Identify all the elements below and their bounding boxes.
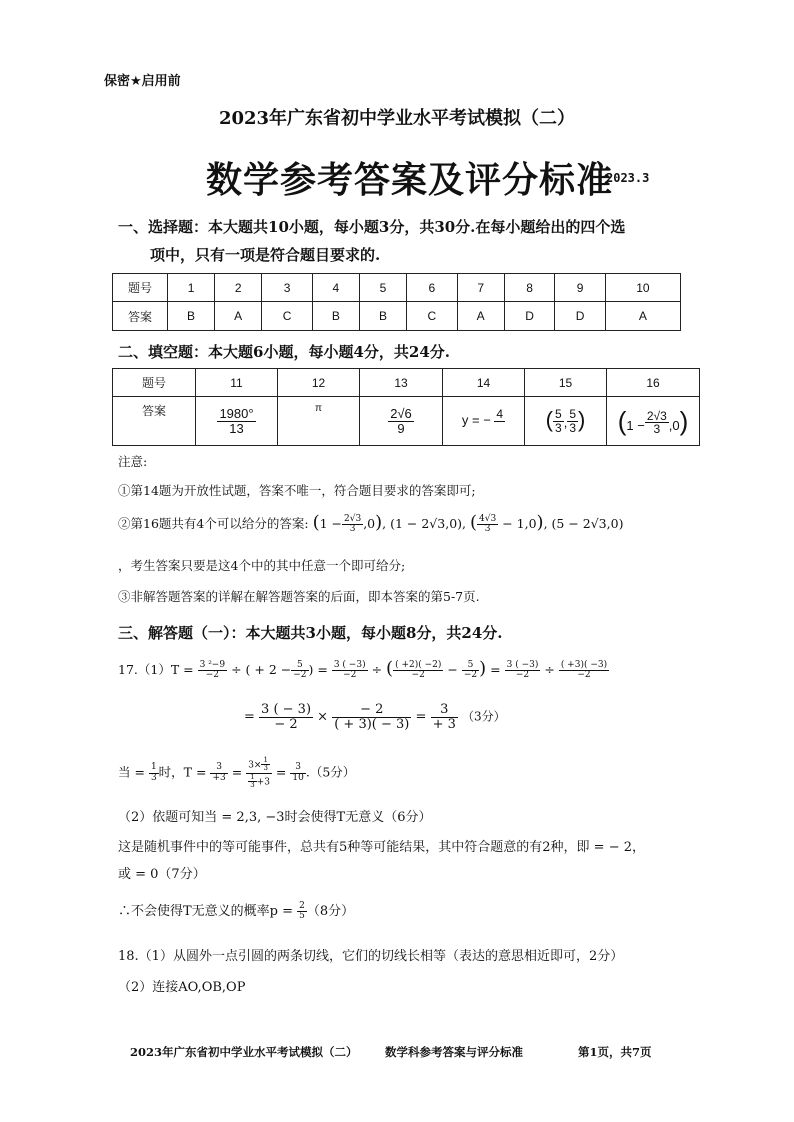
- operator: =: [275, 764, 287, 780]
- exam-subtitle: 2023年广东省初中学业水平考试模拟（二）: [218, 108, 576, 129]
- note-2: ②第16题共有4个可以给分的答案: (1 − $\frac{2√3}{3}$ ,0), (1 − 2√3,0), ( $\frac{4√3}{3}$ − 1,0), (5 − 2√3,0): [118, 512, 624, 534]
- denominator: 3: [150, 772, 157, 783]
- denominator: −2: [515, 670, 530, 680]
- denominator: −2: [411, 670, 425, 680]
- operator: ÷: [371, 662, 383, 677]
- answer-cell: A: [215, 302, 262, 331]
- operator: ×: [317, 709, 329, 725]
- choice-number-row: [113, 274, 681, 302]
- q17-line3: [118, 757, 355, 789]
- answer-cell: B: [359, 302, 406, 331]
- numerator: 1: [250, 772, 255, 781]
- q17-probability: [118, 900, 354, 921]
- section1-heading-line2: 项中，只有一项是符合题目要求的.: [150, 246, 381, 264]
- numerator: 1: [150, 762, 157, 773]
- answer-cell: A: [605, 302, 680, 331]
- denominator: −2: [463, 670, 478, 680]
- expression: 时，T =: [158, 764, 207, 780]
- denominator: 3: [555, 421, 562, 436]
- close-paren: ): [479, 658, 487, 679]
- number-cell: 10: [605, 274, 680, 302]
- denominator: −2: [343, 670, 357, 680]
- denominator: 3: [263, 764, 268, 773]
- number-cell: 3: [262, 274, 313, 302]
- number-cell: 4: [312, 274, 359, 302]
- q18-part1: 18.（1）从圆外一点引圆的两条切线，它们的切线长相等（表达的意思相近即可，2分）: [118, 949, 624, 964]
- q18-part2: （2）连接AO,OB,OP: [118, 980, 246, 995]
- numerator: 1980°: [219, 405, 254, 421]
- numerator: ( +2)( −2): [395, 659, 442, 670]
- operator: =: [317, 662, 328, 677]
- date-label: 2023.3: [606, 171, 650, 185]
- numerator: 2: [299, 900, 305, 911]
- numerator: 3 ( −3): [506, 659, 539, 670]
- number-cell: 6: [407, 274, 458, 302]
- numerator: 1: [263, 756, 268, 764]
- number-cell: 14: [443, 369, 525, 397]
- denominator: + 3: [432, 716, 456, 732]
- header-cell: 答案: [113, 397, 196, 446]
- number-cell: 15: [525, 369, 607, 397]
- header-cell: 题号: [113, 274, 168, 302]
- numerator: 2√6: [390, 405, 412, 421]
- numerator: 5: [462, 661, 479, 671]
- q17-part2: （2）依题可知当 = 2,3, −3时会使得T无意义（6分）: [118, 810, 432, 825]
- expression: y = −: [461, 412, 491, 428]
- q17-part2-explanation-cont: 或 = 0（7分）: [118, 867, 206, 882]
- denominator: 3: [653, 422, 661, 437]
- confidential-label: 保密★启用前: [104, 74, 181, 89]
- open-paren: (: [470, 512, 478, 533]
- choice-answer-table: [112, 273, 681, 331]
- number-cell: 5: [359, 274, 406, 302]
- answer-cell: C: [262, 302, 313, 331]
- operator: =: [490, 662, 501, 677]
- number-cell: 13: [360, 369, 443, 397]
- denominator: 9: [397, 420, 405, 436]
- fill-answer-table: [112, 368, 700, 446]
- numerator: 2√3: [344, 513, 362, 524]
- number-cell: 8: [504, 274, 555, 302]
- expression: 1 −: [626, 417, 645, 433]
- answer-16: [607, 397, 700, 446]
- answer-12: π: [278, 397, 360, 446]
- comma: ,: [563, 415, 568, 431]
- numerator: [246, 757, 272, 774]
- answer-cell: A: [457, 302, 504, 331]
- note-3: ③非解答题答案的详解在解答题答案的后面，即本答案的第5-7页.: [118, 589, 480, 604]
- fill-answer-row: [113, 397, 700, 446]
- score: （3分）: [462, 709, 506, 724]
- q17-line2: [244, 703, 506, 731]
- answer-cell: D: [555, 302, 606, 331]
- score: .（5分）: [305, 764, 356, 780]
- answer-cell: B: [312, 302, 359, 331]
- denominator: −2: [205, 670, 219, 680]
- footer-exam-name: 2023年广东省初中学业水平考试模拟（二）: [130, 1045, 358, 1059]
- numerator: 3: [431, 703, 458, 718]
- denominator: − 2: [274, 716, 298, 732]
- numerator: 5: [291, 661, 308, 671]
- denominator: 3: [569, 421, 576, 436]
- number-cell: 1: [168, 274, 215, 302]
- header-cell: 答案: [113, 302, 168, 331]
- note-1: ①第14题为开放性试题，答案不唯一，符合题目要求的答案即可;: [118, 483, 476, 498]
- page-title: 数学参考答案及评分标准: [206, 159, 614, 201]
- numerator: 2√3: [646, 408, 667, 423]
- note-2-text: ②第16题共有4个可以给分的答案:: [118, 516, 309, 531]
- numerator: 5: [555, 407, 562, 422]
- expression: ( + 2 −: [245, 662, 292, 677]
- number-cell: 9: [555, 274, 606, 302]
- number-cell: 2: [215, 274, 262, 302]
- answer-13: [360, 397, 443, 446]
- answer-11: [196, 397, 278, 446]
- q17-label: 17.（1）T =: [118, 662, 194, 677]
- score: （8分）: [306, 904, 355, 919]
- close-paren: ): [536, 512, 544, 533]
- operator: =: [415, 709, 427, 725]
- denominator: [246, 774, 272, 790]
- section2-heading: 二、填空题：本大题6小题，每小题4分，共24分.: [118, 343, 450, 361]
- open-paren: (: [617, 405, 627, 436]
- section3-heading: 三、解答题（一）：本大题共3小题，每小题8分，共24分.: [118, 624, 503, 642]
- number-cell: 7: [457, 274, 504, 302]
- expression: 当 =: [118, 764, 145, 780]
- denominator: 3: [250, 781, 255, 790]
- denominator: −2: [293, 670, 307, 680]
- expression: ∴不会使得T无意义的概率p =: [118, 904, 294, 919]
- q17-part2-explanation: 这是随机事件中的等可能事件，总共有5种等可能结果，其中符合题意的有2种，即 = − 2，: [118, 840, 645, 855]
- fill-number-row: [113, 369, 700, 397]
- denominator: 13: [229, 420, 244, 436]
- answer-cell: B: [168, 302, 215, 331]
- close-paren: ): [375, 512, 383, 533]
- number-cell: 11: [196, 369, 278, 397]
- denominator: +3: [212, 772, 226, 783]
- note-2-tail: ，考生答案只要是这4个中的其中任意一个即可给分;: [118, 558, 406, 573]
- open-paren: (: [545, 407, 553, 433]
- section1-heading-line1: 一、选择题：本大题共10小题，每小题3分，共30分.在每小题给出的四个选: [118, 218, 626, 236]
- open-paren: (: [312, 512, 320, 533]
- numerator: 3 ( −3): [333, 659, 366, 670]
- numerator: 3 ²−9: [199, 659, 226, 670]
- q17-line1: 17.（1）T = $\frac{\text{3 ²−9}}{-2}$ ÷ ( + 2 − $\frac{5}{-2}$ ) = $\frac{3 ( -3)}{-2}$ ÷ ( $\frac{( +2)( -2)}{-2}$ − $\frac{5}{-2}$ ) = $\frac{3 ( -3)}{-2}$ ÷ $\frac{( +3)( -3)}{-2}$: [118, 658, 608, 680]
- numerator: 3 ( − 3): [261, 702, 312, 717]
- expression: 3×: [248, 760, 262, 771]
- denominator: 3: [349, 524, 356, 534]
- numerator: 4: [496, 406, 504, 421]
- notes-label: 注意:: [118, 454, 148, 469]
- answer-cell: D: [504, 302, 555, 331]
- header-cell: 题号: [113, 369, 196, 397]
- operator: =: [244, 709, 255, 725]
- numerator: 3: [210, 763, 227, 773]
- footer-doc-name: 数学科参考答案与评分标准: [385, 1045, 523, 1059]
- denominator: −2: [577, 670, 591, 680]
- answer-option-4: (5 − 2√3,0): [551, 516, 624, 531]
- numerator: 5: [569, 407, 576, 422]
- denominator: [494, 422, 505, 435]
- answer-14: [443, 397, 525, 446]
- denominator: 5: [299, 911, 305, 921]
- choice-answer-row: [113, 302, 681, 331]
- answer-15: [525, 397, 607, 446]
- open-paren: (: [386, 658, 394, 679]
- denominator: 3: [484, 524, 491, 534]
- numerator: 3: [290, 763, 305, 773]
- close-paren: ): [578, 407, 586, 433]
- operator: −: [447, 662, 458, 677]
- expression: +3: [256, 777, 270, 788]
- number-cell: 16: [607, 369, 700, 397]
- number-cell: 12: [278, 369, 360, 397]
- operator: ÷: [231, 662, 242, 677]
- answer-option-2: (1 − 2√3,0),: [390, 516, 467, 531]
- denominator: ( + 3)( − 3): [334, 716, 410, 732]
- numerator: ( +3)( −3): [560, 659, 608, 670]
- footer-page-number: 第1页，共7页: [578, 1045, 652, 1059]
- numerator: − 2: [332, 703, 411, 718]
- denominator: 10: [292, 772, 304, 783]
- answer-cell: C: [407, 302, 458, 331]
- numerator: 4√3: [479, 513, 497, 524]
- close-paren: ): [679, 405, 689, 436]
- expression: ,0: [668, 417, 680, 433]
- operator: =: [231, 764, 243, 780]
- operator: ÷: [544, 662, 555, 677]
